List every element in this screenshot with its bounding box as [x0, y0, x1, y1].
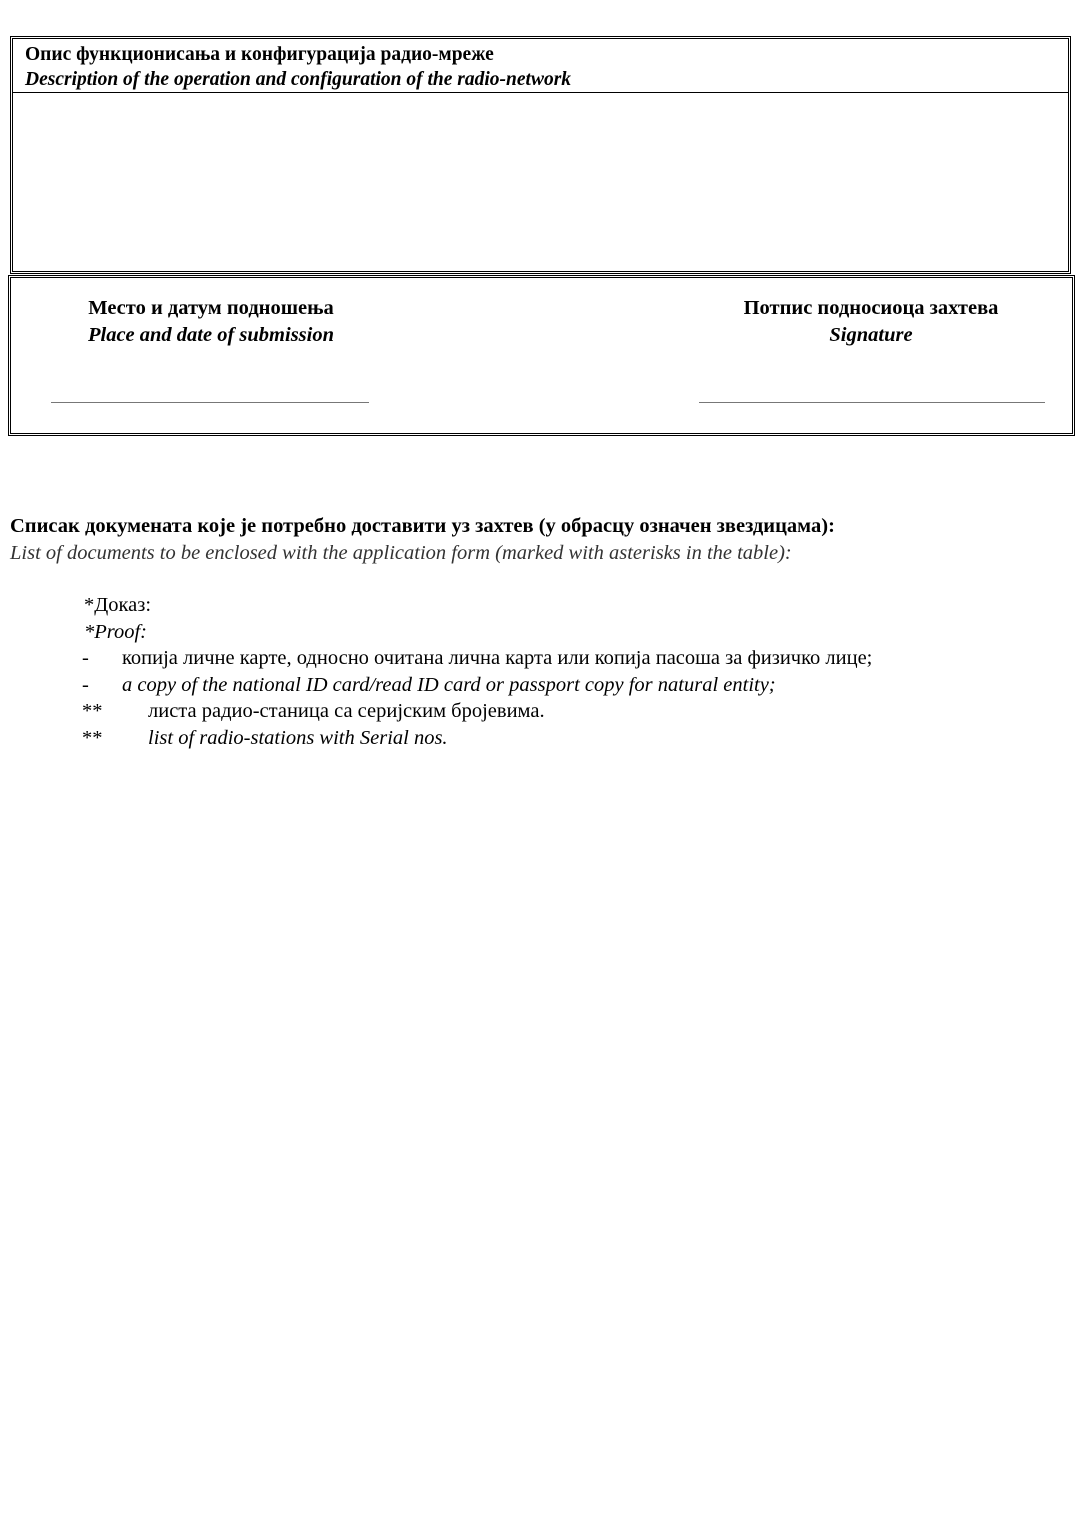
place-date-field[interactable] — [51, 402, 369, 403]
signature-label-en: Signature — [829, 324, 913, 346]
list-item-marker: - — [82, 647, 89, 669]
signature-label — [711, 295, 1031, 349]
network-description-header — [13, 39, 1068, 93]
network-description-box — [10, 36, 1071, 274]
list-item-marker: ** — [82, 700, 103, 722]
signature-label-sr: Потпис подносиоца захтева — [743, 297, 999, 319]
proof-text-en: *Proof: — [84, 620, 148, 643]
documents-list-title-en: List of documents to be enclosed with the application form (marked with asterisks in the table): — [10, 542, 792, 564]
network-description-title-sr: Опис функционисања и конфигурација радио-мреже — [25, 44, 494, 65]
list-item-marker: - — [82, 673, 89, 696]
list-item-text: листа радио-станица са серијским бројевима. — [148, 700, 545, 722]
list-item-text: a copy of the national ID card/read ID card or passport copy for natural entity; — [122, 673, 776, 696]
list-item-text: копија личне карте, односно очитана лична карта или копија пасоша за физичко лице; — [122, 647, 873, 669]
signature-box — [8, 275, 1075, 436]
signature-field[interactable] — [699, 402, 1045, 403]
network-description-field[interactable] — [13, 93, 1068, 271]
documents-list-heading — [10, 513, 835, 567]
documents-list-title-sr: Списак докумената које је потребно доставити уз захтев (у обрасцу означен звездицама): — [10, 515, 835, 537]
place-date-label-en: Place and date of submission — [87, 324, 334, 346]
list-item-marker: ** — [82, 726, 103, 749]
place-date-label — [51, 295, 371, 349]
place-date-label-sr: Место и датум подношења — [88, 297, 334, 319]
network-description-title-en: Description of the operation and configuration of the radio-network — [25, 69, 572, 90]
proof-text-sr: *Доказ: — [84, 594, 152, 616]
list-item-text: list of radio-stations with Serial nos. — [148, 726, 448, 749]
